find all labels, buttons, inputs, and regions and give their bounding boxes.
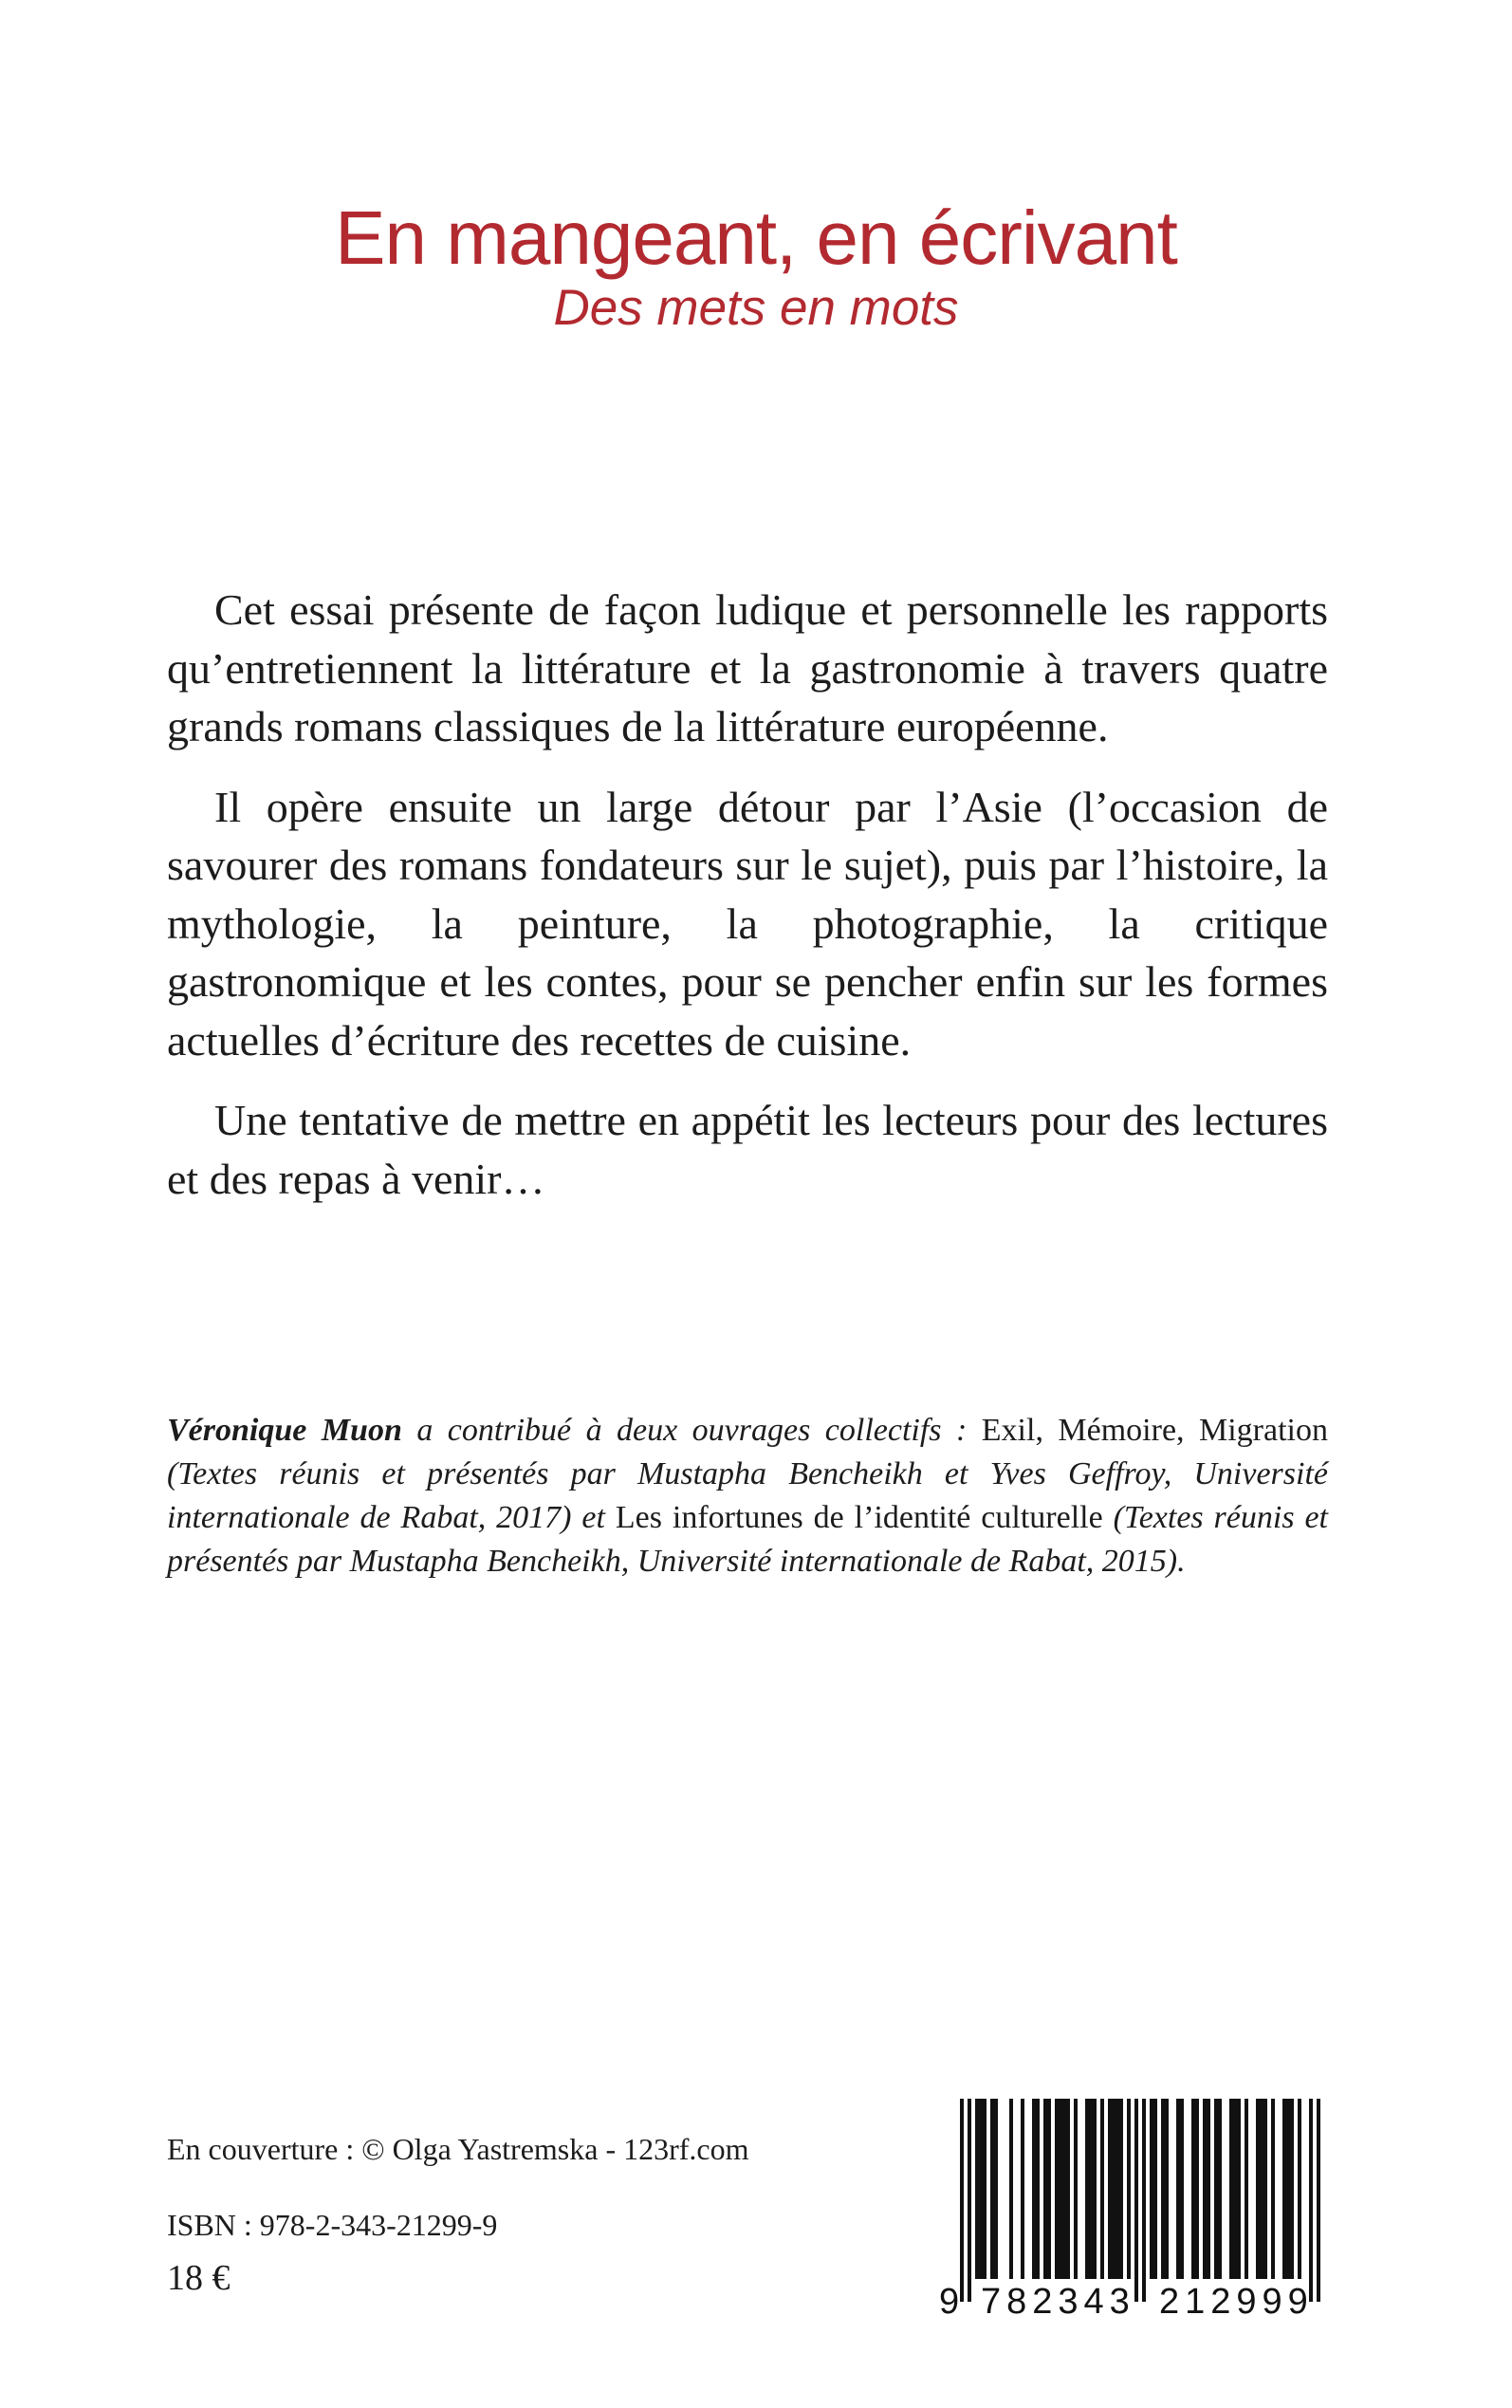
barcode-bar (1165, 2099, 1169, 2279)
barcode-bar (1271, 2099, 1275, 2279)
barcode-bar (1290, 2099, 1294, 2279)
blurb-paragraph-2: Il opère ensuite un large détour par l’Asie (l’occasion de savourer des romans fondateurs sur le sujet), puis par l’histoire, la mythologie, la peinture, la photographie, la critique gastronomique et les contes, pour se pencher enfin sur les formes actuelles d’écriture des recettes de cuisine. (167, 782, 1328, 1065)
barcode-bar (1074, 2099, 1078, 2279)
barcode-bar (994, 2099, 998, 2279)
barcode-bar (1260, 2099, 1263, 2279)
barcode-bar (1036, 2099, 1040, 2279)
barcode-first-digit: 9 (939, 2282, 960, 2322)
bio-text-3: (Textes réunis et présentés par Mustapha Bencheikh, Université internationale de Rabat, 2015). (167, 1500, 1328, 1579)
barcode-bar (1021, 2099, 1024, 2279)
barcode-bar (1191, 2099, 1195, 2279)
blurb-paragraph-1: Cet essai présente de façon ludique et personnelle les rapports qu’entretiennent la littérature et la gastronomie à travers quatre grands romans classiques de la littérature européenne. (167, 585, 1328, 750)
barcode-bar (1059, 2099, 1062, 2279)
barcode-bar (1180, 2099, 1184, 2279)
barcode-bar (1237, 2099, 1241, 2279)
cover-credit: En couverture : © Olga Yastremska - 123rf.com (167, 2132, 749, 2166)
barcode-bar (1282, 2099, 1286, 2279)
barcode-bar (1100, 2099, 1104, 2279)
barcode-bar (1207, 2099, 1210, 2279)
bio-text-1: a contribué à deux ouvrages collectifs : (401, 1413, 982, 1448)
barcode-bar (1112, 2099, 1116, 2279)
title-part-1: En mangeant, (335, 195, 797, 280)
barcode-bar (1218, 2099, 1222, 2279)
book-subtitle: Des mets en mots (553, 280, 959, 336)
barcode-right-group: 212999 (1159, 2282, 1314, 2322)
cover-title-block (0, 194, 1512, 339)
barcode-bar (1256, 2099, 1260, 2279)
barcode-bar (1286, 2099, 1290, 2279)
price: 18 € (167, 2258, 230, 2298)
barcode-left-group: 782343 (981, 2282, 1135, 2322)
blurb-paragraph-3: Une tentative de mettre en appétit les lecteurs pour des lectures et des repas à venir… (167, 1096, 1328, 1203)
barcode-bar (960, 2099, 964, 2302)
author-bio (167, 1409, 1328, 1584)
barcode-bar (1317, 2099, 1320, 2302)
barcode-bar (1214, 2099, 1218, 2279)
title-part-2: en (796, 195, 919, 280)
barcode-bar (1176, 2099, 1180, 2279)
barcode-bar (975, 2099, 979, 2279)
barcode-bar (1043, 2099, 1047, 2279)
barcode-bar (1085, 2099, 1089, 2279)
barcode-bar (1203, 2099, 1207, 2279)
barcode-bar (1150, 2099, 1153, 2279)
barcode-bar (1134, 2099, 1138, 2302)
barcode-bar (1093, 2099, 1097, 2279)
barcode-bar (1229, 2099, 1233, 2279)
barcode-bar (1009, 2099, 1013, 2279)
barcode (933, 2099, 1347, 2323)
bio-book-1: Exil, Mémoire, Migration (981, 1413, 1328, 1448)
barcode-bar (1108, 2099, 1112, 2279)
barcode-bar (1195, 2099, 1199, 2279)
barcode-bar (1245, 2099, 1248, 2279)
barcode-bar (1062, 2099, 1066, 2279)
barcode-bar (1233, 2099, 1237, 2279)
barcode-bar (990, 2099, 994, 2279)
barcode-bar (968, 2099, 971, 2302)
author-name: Véronique Muon (167, 1413, 402, 1448)
barcode-digits (933, 2281, 1347, 2323)
isbn: ISBN : 978-2-343-21299-9 (167, 2208, 498, 2242)
barcode-bar (1142, 2099, 1146, 2302)
barcode-bar (1298, 2099, 1301, 2279)
barcode-bar (1309, 2099, 1313, 2302)
title-part-3: écrivant (918, 195, 1177, 280)
barcode-bar (1055, 2099, 1059, 2279)
barcode-bar (983, 2099, 986, 2279)
barcode-bar (1263, 2099, 1267, 2279)
bio-book-2: Les infortunes de l’identité culturelle (615, 1500, 1103, 1535)
barcode-bar (1116, 2099, 1119, 2279)
barcode-bar (1119, 2099, 1123, 2279)
barcode-bar (1089, 2099, 1093, 2279)
bio-text-2: (Textes réunis et présentés par Mustapha Bencheikh et Yves Geffroy, Université internationale de Rabat, 2017) et (167, 1456, 1328, 1535)
barcode-bar (1047, 2099, 1051, 2279)
barcode-bar (1032, 2099, 1036, 2279)
barcode-bar (979, 2099, 983, 2279)
barcode-bar (1153, 2099, 1157, 2279)
book-title (0, 194, 1512, 282)
barcode-bar (1161, 2099, 1165, 2279)
barcode-bar (1066, 2099, 1070, 2279)
barcode-bar (1127, 2099, 1131, 2279)
blurb (167, 581, 1328, 1230)
